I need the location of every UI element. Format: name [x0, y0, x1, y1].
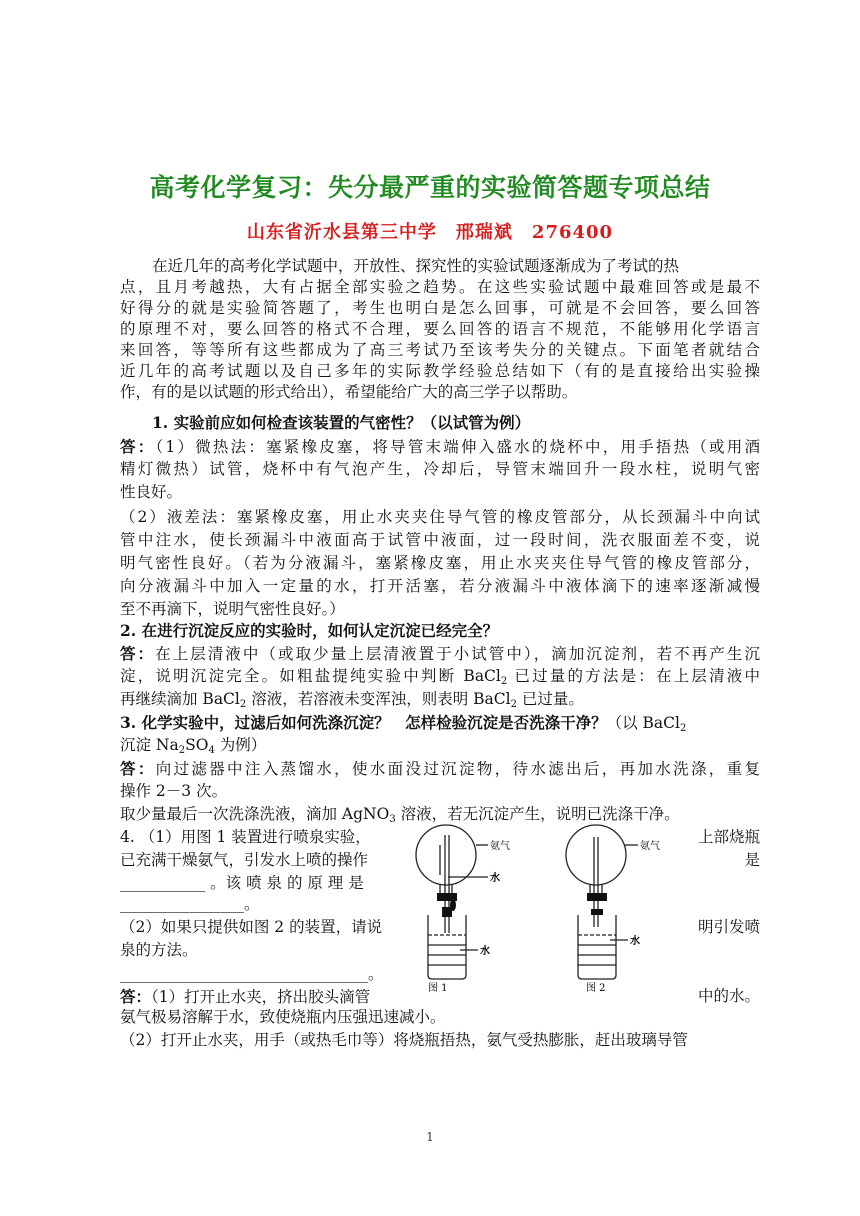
- beaker-1: [428, 915, 466, 979]
- q1-answer-line: 精灯微热）试管，烧杯中有气泡产生，冷却后，导管末端回升一段水柱，说明气密: [120, 460, 760, 478]
- fountain-apparatus-figure: [410, 815, 670, 995]
- answer-label: 答：: [120, 987, 152, 1006]
- gas-label-2: 氨气: [640, 841, 660, 852]
- intro-line: 在近几年的高考化学试题中，开放性、探究性的实验试题逐渐成为了考试的热: [152, 257, 680, 275]
- subscript: 2: [679, 723, 687, 734]
- intro-line: 作，有的是以试题的形式给出），希望能给广大的高三学子以帮助。: [120, 383, 578, 401]
- q3-text: 溶液，若无沉淀产生，说明已洗涤干净。: [395, 805, 680, 823]
- q2-answer-line: [120, 666, 760, 687]
- q3-text: （以 BaCl: [606, 714, 680, 732]
- q4-line: （2）如果只提供如图 2 的装置，请说: [120, 918, 383, 936]
- answer-label: 答：: [120, 644, 156, 663]
- gas-label-1: 氨气: [490, 841, 510, 852]
- q4-line: ___________ 。该 喷 泉 的 原 理 是: [120, 874, 364, 892]
- intro-line: 近几年的高考试题以及自己多年的实际教学经验总结如下（有的是直接给出实验操: [120, 362, 760, 380]
- q4-line: 明引发喷: [697, 918, 760, 936]
- q4-answer-line: [120, 986, 405, 1008]
- q3-text: SO: [185, 736, 209, 754]
- q1-answer-line: [120, 436, 760, 458]
- question-3-text: 3. 化学实验中，过滤后如何洗涤沉淀？ 怎样检验沉淀是否洗涤干净？: [120, 713, 607, 732]
- answer-label: 答：: [120, 437, 156, 456]
- q1-answer-line: （2）液差法：塞紧橡皮塞，用止水夹夹住导气管的橡皮管部分，从长颈漏斗中向试: [120, 508, 760, 526]
- q1-answer-line: 管中注水，使长颈漏斗中液面高于试管中液面，过一段时间，洗衣服面差不变，说: [120, 531, 760, 549]
- q1-answer-line: 向分液漏斗中加入一定量的水，打开活塞，若分液漏斗中液体滴下的速率逐渐减慢: [120, 577, 760, 595]
- page-number: 1: [426, 1130, 434, 1144]
- q2-text: 已过量。: [516, 690, 584, 708]
- q3-text: 取少量最后一次洗涤洗液，滴加 AgNO: [120, 805, 390, 823]
- figure-1-caption: 图 1: [428, 983, 448, 994]
- intro-line: 好得分的就是实验简答题了，考生也明白是怎么回事，可就是不会回答，要么回答: [120, 299, 760, 317]
- q1-answer-text: （1）微热法：塞紧橡皮塞，将导管末端伸入盛水的烧杯中，用手捂热（或用酒: [155, 438, 760, 456]
- q2-answer-line: [120, 689, 760, 710]
- subscript: 2: [510, 699, 517, 710]
- q2-text: 再继续滴加 BaCl: [120, 690, 240, 708]
- water-label-1: 水: [490, 873, 500, 884]
- q4-answer-line: 中的水。: [697, 987, 760, 1005]
- q4-line: 是: [744, 851, 760, 869]
- subscript: 4: [208, 745, 215, 756]
- q2-text: 淀，说明沉淀完全。如粗盐提纯实验中判断 BaCl: [120, 667, 501, 685]
- q3-text: 沉淀 Na: [120, 736, 179, 754]
- page-title: 高考化学复习：失分最严重的实验简答题专项总结: [149, 173, 711, 202]
- intro-line: 点，且月考越热，大有占据全部实验之趋势。在这些实验试题中最难回答或是最不: [120, 278, 760, 296]
- question-2: 2. 在进行沉淀反应的实验时，如何认定沉淀已经完全？: [120, 621, 499, 640]
- intro-line: 来回答，等等所有这些都成为了高三考试乃至该考失分的关键点。下面笔者就结合: [120, 341, 760, 359]
- question-3: [120, 712, 760, 734]
- answer-label: 答：: [120, 759, 156, 778]
- q4-line: 已充满干燥氨气，引发水上喷的操作: [120, 851, 369, 869]
- author-line: 山东省沂水县第三中学 邢瑞斌 276400: [246, 222, 614, 243]
- clamp-2: [591, 909, 603, 915]
- q4-answer-line: 氨气极易溶解于水，致使烧瓶内压强迅速减小。: [120, 1008, 446, 1026]
- question-1: 1. 实验前应如何检查该装置的气密性？（以试管为例）: [152, 413, 531, 432]
- subscript: 2: [500, 676, 508, 687]
- q4-answer-text: （1）打开止水夹，挤出胶头滴管: [151, 988, 371, 1006]
- q2-text: 溶液，若溶液未变浑浊，则表明 BaCl: [246, 690, 511, 708]
- subscript: 3: [389, 814, 396, 825]
- q3-answer-line: [120, 758, 760, 780]
- q4-line: 4. （1）用图 1 装置进行喷泉实验，: [120, 828, 371, 846]
- q2-answer-text: 在上层清液中（或取少量上层清液置于小试管中），滴加沉淀剂，若不再产生沉: [155, 645, 760, 663]
- subscript: 2: [178, 745, 186, 756]
- question-3-cont: [120, 735, 760, 756]
- q1-answer-line: 明气密性良好。（若为分液漏斗，塞紧橡皮塞，用止水夹夹住导气管的橡皮管部分，: [120, 554, 760, 572]
- intro-line: 的原理不对，要么回答的格式不合理，要么回答的语言不规范，不能够用化学语言: [120, 320, 760, 338]
- q1-answer-line: 至不再滴下，说明气密性良好。）: [120, 600, 345, 618]
- q3-answer-text: 向过滤器中注入蒸馏水，使水面没过沉淀物，待水滤出后，再加水洗涤，重复: [155, 760, 760, 778]
- q3-answer-line: 操作 2－3 次。: [120, 782, 228, 800]
- water-label-3: 水: [630, 936, 640, 947]
- clamp-1: [442, 907, 452, 917]
- q4-line: 泉的方法。: [120, 941, 198, 959]
- flask-1: [416, 825, 476, 885]
- stopper-2: [587, 893, 607, 901]
- q2-text: 已过量的方法是：在上层清液中: [507, 667, 760, 685]
- q2-answer-line: [120, 643, 760, 665]
- q4-line: ________________。: [120, 895, 260, 913]
- q4-line: 上部烧瓶: [697, 828, 760, 846]
- beaker-2: [578, 915, 616, 979]
- q1-answer-line: 性良好。: [120, 483, 183, 501]
- figure-2-caption: 图 2: [586, 983, 606, 994]
- flask-2: [566, 825, 626, 885]
- water-label-2: 水: [480, 946, 490, 957]
- dropper-bulb: [450, 899, 456, 911]
- q3-text: 为例）: [214, 736, 267, 754]
- q4-line: ________________________________。: [120, 965, 384, 983]
- subscript: 2: [239, 699, 247, 710]
- q4-answer-line: （2）打开止水夹，用手（或热毛巾等）将烧瓶捂热，氨气受热膨胀，赶出玻璃导管: [120, 1031, 688, 1049]
